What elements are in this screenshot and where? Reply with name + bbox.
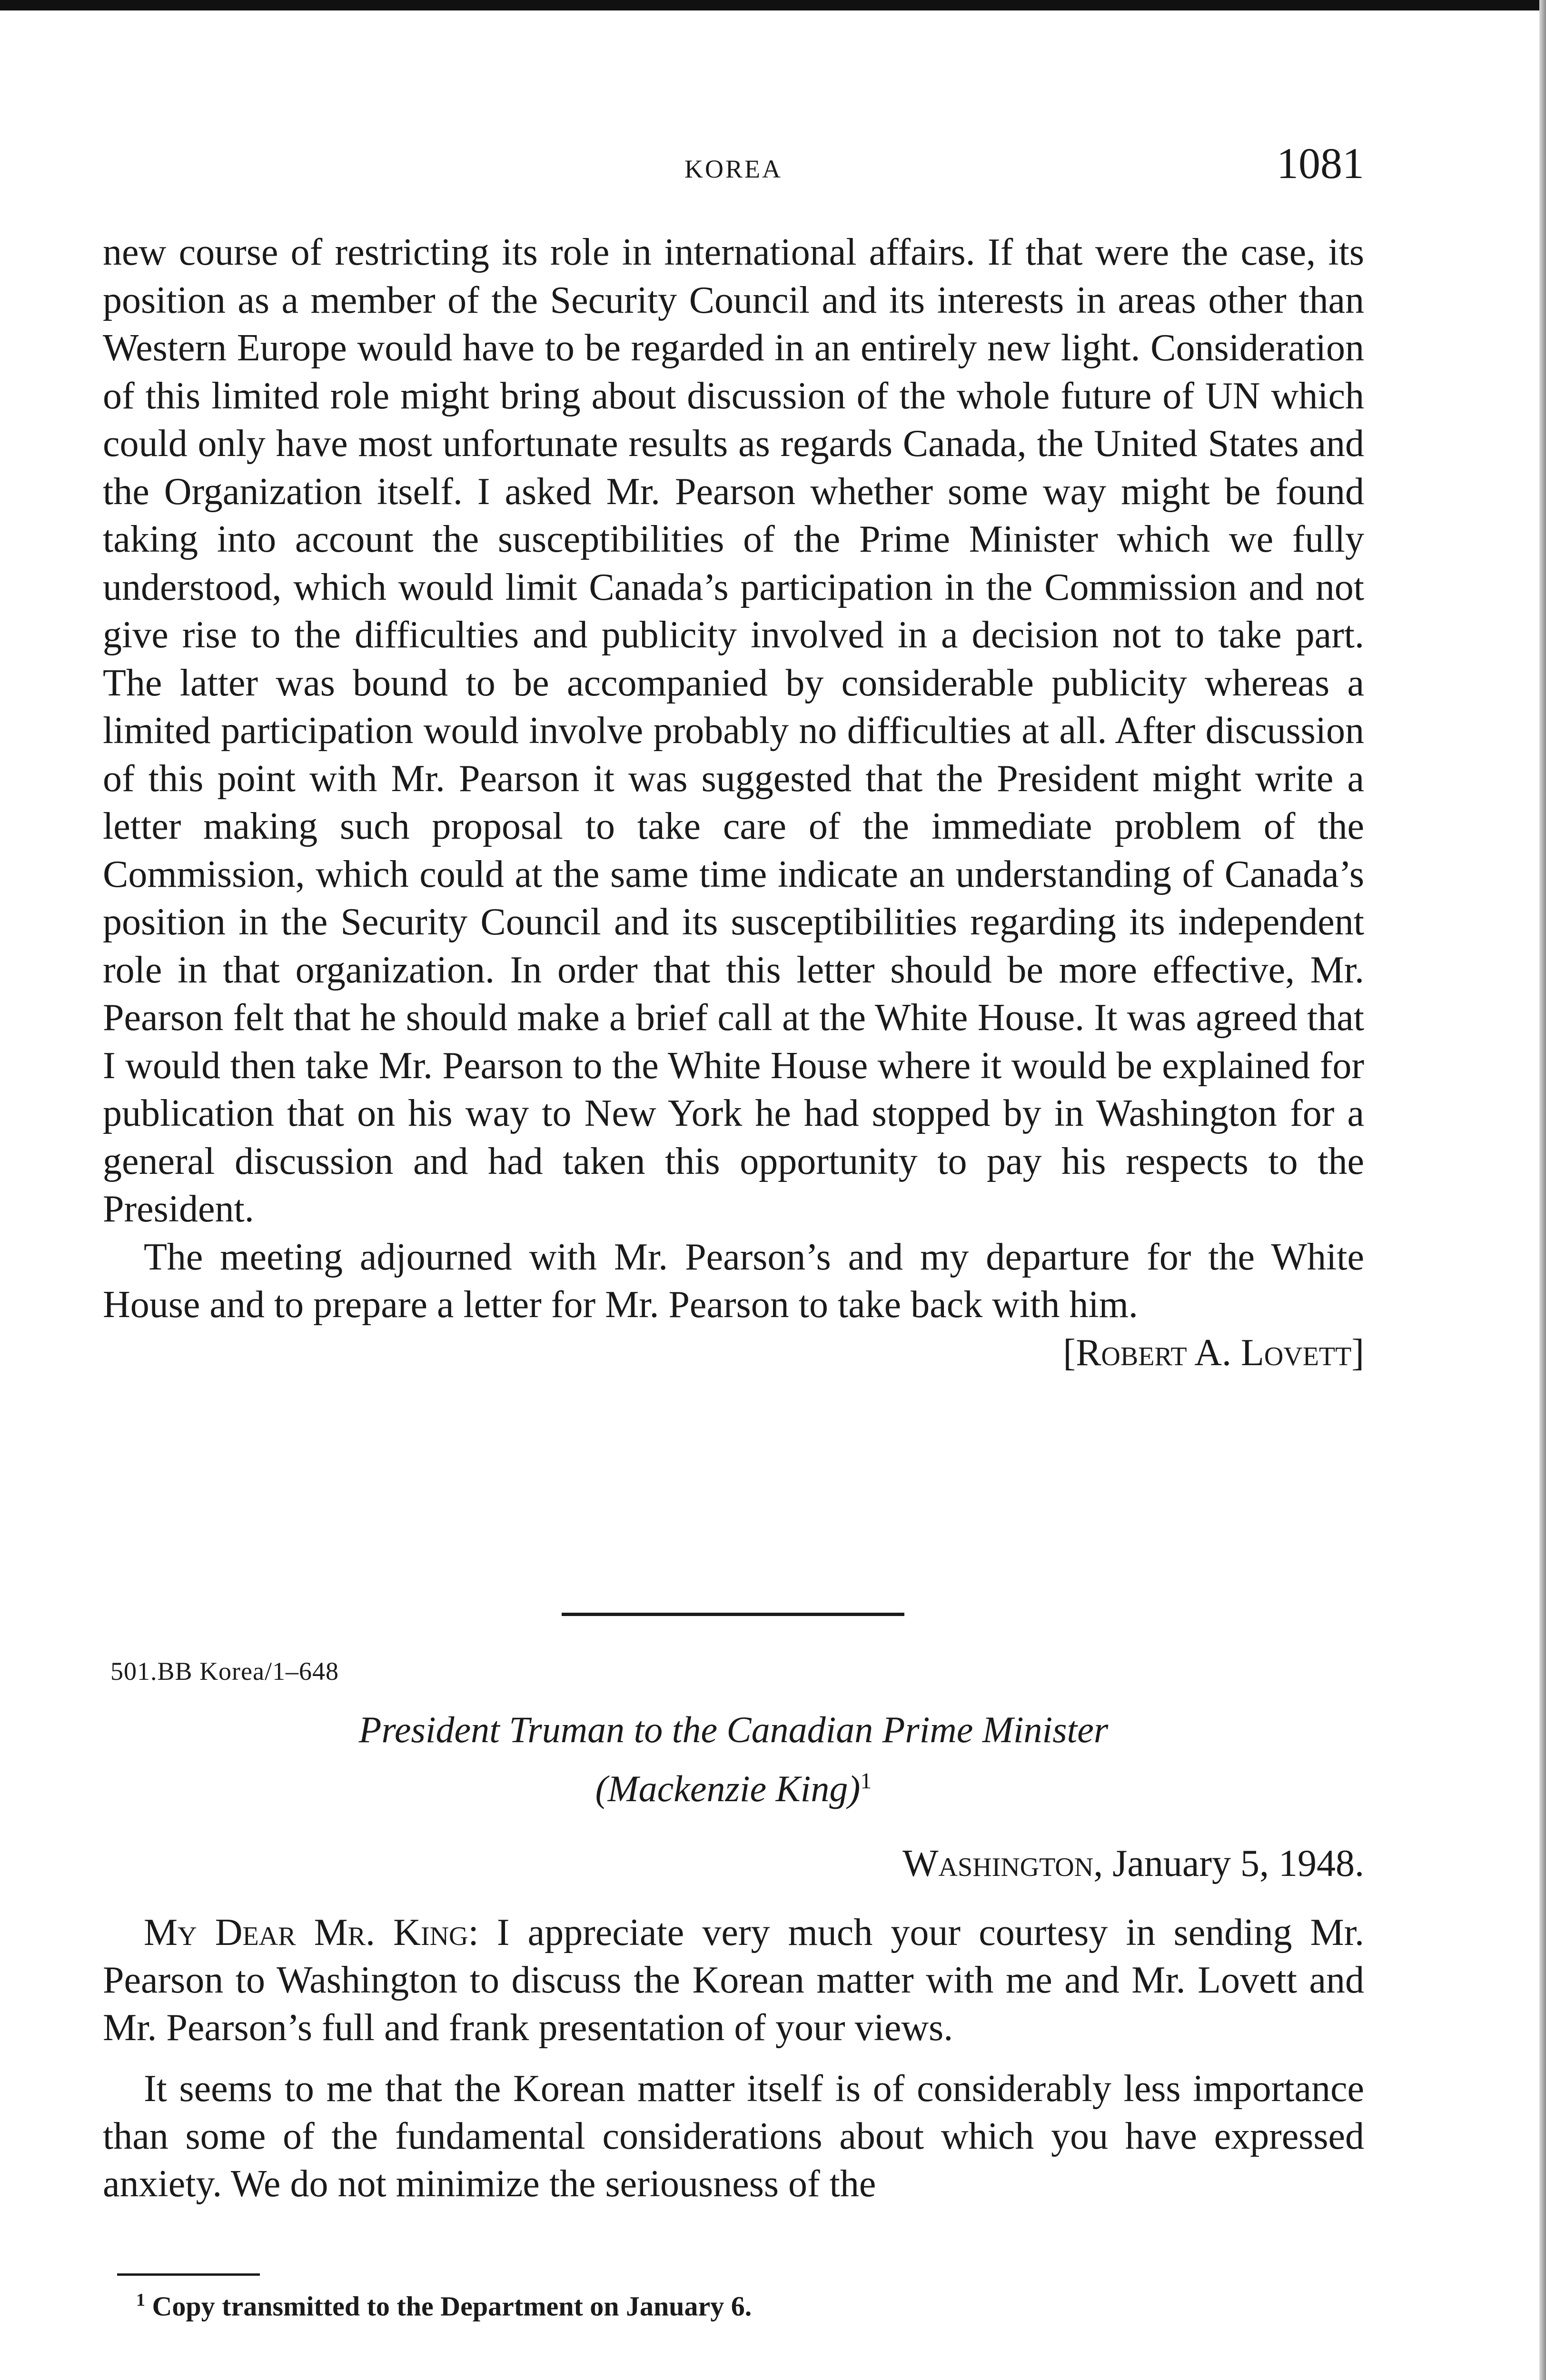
dateline-date: , January 5, 1948.: [1093, 1843, 1364, 1884]
letter-paragraph: It seems to me that the Korean matter itself is of considerably less importance than some of the fundamental considerations about which you have expressed anxiety. We do not minimize the seriousness of the: [103, 2068, 1364, 2205]
memo-body: [103, 228, 1364, 1377]
letter-body: [103, 1909, 1364, 2221]
page-number: 1081: [1277, 139, 1364, 188]
footnote-reference: 1: [860, 1768, 872, 1794]
page-edge-shadow: [1539, 0, 1546, 2380]
footnote: [136, 2290, 752, 2322]
document-title-line: President Truman to the Canadian Prime Minister: [358, 1709, 1109, 1750]
document-title-addressee: (Mackenzie King): [595, 1768, 861, 1809]
memo-paragraph: The meeting adjourned with Mr. Pearson’s and my departure for the White House and to prepare a letter for Mr. Pearson to take back with him.: [103, 1236, 1364, 1326]
file-number: 501.BB Korea/1–648: [110, 1657, 339, 1686]
letter-paragraph-text: : I appreciate very much your courtesy in sending Mr. Pearson to Washington to discuss the Korean matter with me and Mr. Lovett and Mr. Pearson’s full and frank presentation of your views.: [103, 1912, 1364, 2049]
section-divider: [562, 1613, 904, 1616]
letter-paragraph: [103, 1909, 1364, 2052]
footnote-text: Copy transmitted to the Department on January 6.: [152, 2291, 752, 2322]
memo-paragraph: new course of restricting its role in international affairs. If that were the case, its position as a member of the Security Council and its interests in areas other than Western Europe would have to be regarded in an entirely new light. Consideration of this limited role might bring about discussion of the whole future of UN which could only have most unfortunate results as regards Canada, the United States and the Organization itself. I asked Mr. Pearson whether some way might be found taking into account the susceptibilities of the Prime Minister which we fully understood, which would limit Canada’s participation in the Commission and not give rise to the difficulties and publicity involved in a decision not to take part. The latter was bound to be accompanied by considerable publicity whereas a limited participation would involve probably no difficulties at all. After discussion of this point with Mr. Pearson it was suggested that the President might write a letter making such proposal to take care of the immediate problem of the Commission, which could at the same time indicate an understanding of Canada’s position in the Security Council and its susceptibilities regarding its independent role in that organization. In order that this letter should be more effective, Mr. Pearson felt that he should make a brief call at the White House. It was agreed that I would then take Mr. Pearson to the White House where it would be explained for publication that on his way to New York he had stopped by in Washington for a general discussion and had taken this opportunity to pay his respects to the President.: [103, 231, 1364, 1230]
top-border: [0, 0, 1546, 10]
dateline-place: Washington: [902, 1843, 1094, 1884]
running-title: KOREA: [684, 155, 783, 183]
salutation: My Dear Mr. King: [144, 1912, 468, 1954]
document-title-line-2: [103, 1755, 1364, 1815]
document-title: [103, 1704, 1364, 1815]
running-head: [103, 138, 1364, 205]
dateline: [902, 1842, 1364, 1885]
memo-signature: [Robert A. Lovett]: [1063, 1331, 1364, 1374]
footnote-marker: 1: [136, 2290, 145, 2310]
footnote-rule: [117, 2273, 260, 2276]
